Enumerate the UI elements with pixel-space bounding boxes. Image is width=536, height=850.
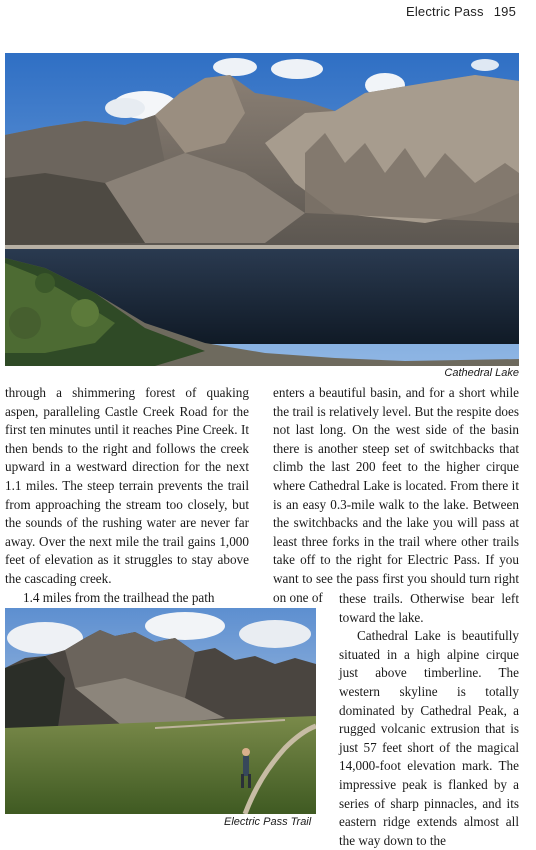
column-left	[5, 384, 249, 607]
body-paragraph: 1.4 miles from the trailhead the path	[23, 589, 215, 605]
cathedral-lake-photo	[5, 53, 519, 366]
body-paragraph: these trails. Otherwise bear left toward the lake.	[339, 591, 519, 625]
running-header	[406, 4, 516, 19]
body-paragraph: enters a beautiful basin, and for a short while the trail is relatively level. But the respite does not last long. On the west side of the basin there is another steep set of switchbacks that climb the last 200 feet to the higher cirque where Cathedral Lake is located. From there it is an easy 0.3-mile walk to the lake. Between the switchbacks and the lake you will pass at least three forks in the trail where other trails take off to the right for Electric Pass. If you want to see the pass first you should turn right on one of	[273, 385, 519, 605]
section-title: Electric Pass	[405, 4, 484, 19]
body-paragraph: through a shimmering forest of quaking aspen, paralleling Castle Creek Road for the first ten minutes until it reaches Pine Creek. It then bends to the right and follows the creek upward in a westward direction for the next 1.1 miles. The steep terrain prevents the trail from approaching the stream too closely, but the sounds of the rushing water are never far away. Over the next mile the trail gains 1,000 feet of elevation as it struggles to stay above the cascading creek.	[5, 385, 249, 586]
column-right-continued	[339, 590, 519, 850]
electric-pass-trail-photo	[5, 608, 316, 814]
bottom-photo-caption: Electric Pass Trail	[224, 816, 312, 828]
column-right	[273, 384, 519, 607]
page-number: 195	[493, 4, 516, 19]
top-photo-caption: Cathedral Lake	[444, 367, 519, 379]
body-paragraph: Cathedral Lake is beautifully situated in a high alpine cirque just above timberline. The western skyline is totally dominated by Cathedral Peak, a rugged volcanic extrusion that is just 57 feet short of the magical 14,000-foot elevation mark. The impressive peak is flanked by a series of sharp pinnacles, and its eastern ridge extends almost all the way down to the	[339, 628, 519, 848]
